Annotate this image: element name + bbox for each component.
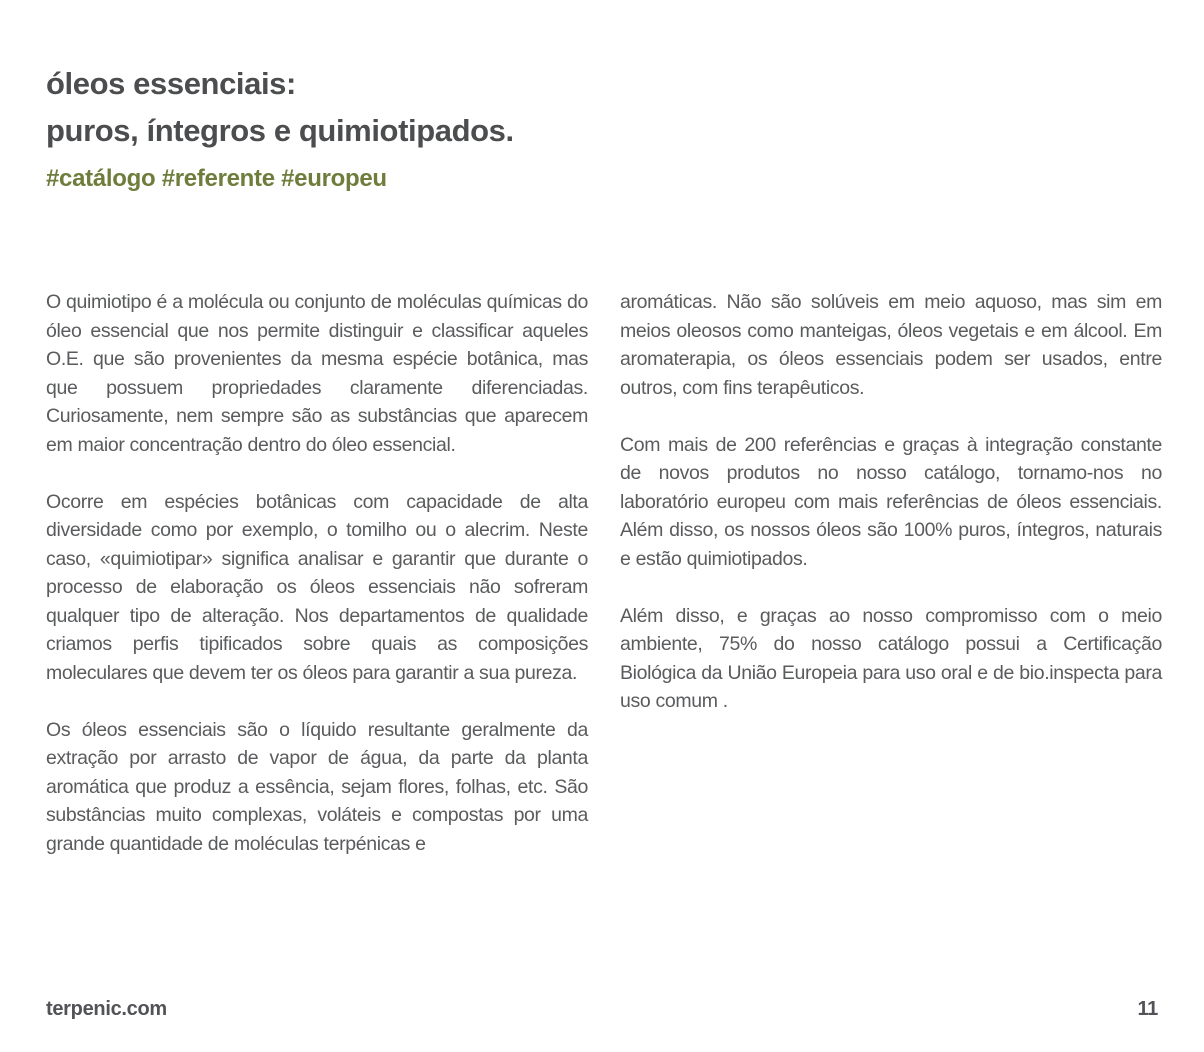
page-number: 11 — [1137, 998, 1158, 1020]
paragraph-oleos-liquido: Os óleos essenciais são o líquido resultante geralmente da extração por arrasto de vapor de água, da parte da planta aromática que produz a essência, sejam flores, folhas, etc. São substâncias muito complexas, voláteis e compostas por uma grande quantidade de moléculas terpénicas e — [46, 718, 588, 855]
left-column — [46, 288, 588, 887]
site-url: terpenic.com — [46, 998, 167, 1020]
right-column — [620, 288, 1162, 887]
body-columns — [46, 288, 1162, 887]
paragraph-quimiotipo-definition: O quimiotipo é a molécula ou conjunto de moléculas químicas do óleo essencial que nos permite distinguir e classificar aqueles O.E. que são provenientes da mesma espécie botânica, mas que possuem propriedades claramente diferenciadas. Curiosamente, nem sempre são as substâncias que aparecem em maior concentração dentro do óleo essencial. — [46, 291, 588, 456]
page-footer — [46, 998, 1158, 1020]
paragraph-referencias-catalogo: Com mais de 200 referências e graças à integração constante de novos produtos no nosso catálogo, tornamo-nos no laboratório europeu com mais referências de óleos essenciais. Além disso, os nossos óleos são 100% puros, íntegros, naturais e estão quimiotipados. — [620, 433, 1162, 570]
hashtag-line: #catálogo #referente #europeu — [46, 165, 387, 192]
page-title-line-1: óleos essenciais: — [46, 66, 296, 101]
paragraph-especies-botanicas: Ocorre em espécies botânicas com capacidade de alta diversidade como por exemplo, o tomilho ou o alecrim. Neste caso, «quimiotipar» significa analisar e garantir que durante o processo de elaboração os óleos essenciais não sofreram qualquer tipo de alteração. Nos departamentos de qualidade criamos perfis tipificados sobre quais as composições moleculares que devem ter os óleos para garantir a sua pureza. — [46, 490, 588, 684]
page-title-line-2: puros, íntegros e quimiotipados. — [46, 113, 514, 148]
paragraph-aromaticas-solubilidade: aromáticas. Não são solúveis em meio aquoso, mas sim em meios oleosos como manteigas, óleos vegetais e em álcool. Em aromaterapia, os óleos essenciais podem ser usados, entre outros, com fins terapêuticos. — [620, 291, 1162, 399]
page-title — [46, 60, 1162, 154]
page-header — [46, 60, 1162, 194]
paragraph-certificacao-biologica: Além disso, e graças ao nosso compromisso com o meio ambiente, 75% do nosso catálogo possui a Certificação Biológica da União Europeia para uso oral e de bio.inspecta para uso comum . — [620, 604, 1162, 712]
